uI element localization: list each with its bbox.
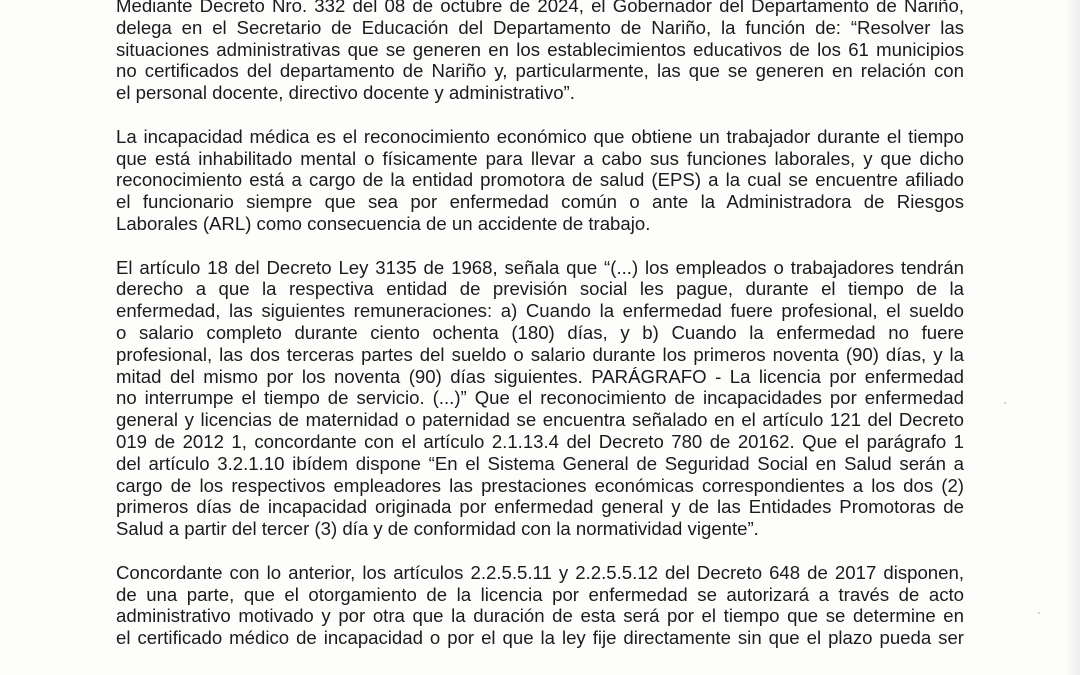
paragraph-line: El artículo 18 del Decreto Ley 3135 de 1968, señala que “(...) los empleados o trabajadores tendrán [116, 256, 964, 278]
scan-speck [1004, 402, 1006, 404]
paragraph-line: general y licencias de maternidad o paternidad se encuentra señalado en el artículo 121 del Decreto [116, 409, 964, 431]
paragraph-line: delega en el Secretario de Educación del Departamento de Nariño, la función de: “Resolver las [116, 16, 964, 38]
paragraph-line: derecho a que la respectiva entidad de previsión social les pague, durante el tiempo de la [116, 278, 964, 300]
paragraph-line: o salario completo durante ciento ochenta (180) días, y b) Cuando la enfermedad no fuere [116, 321, 964, 343]
paragraph-line: de una parte, que el otorgamiento de la licencia por enfermedad se autorizará a través de acto [116, 583, 964, 605]
paragraph-line: profesional, las dos terceras partes del sueldo o salario durante los primeros noventa (90) días, y la [116, 343, 964, 365]
paragraph-line: Mediante Decreto Nro. 332 del 08 de octubre de 2024, el Gobernador del Departamento de Nariño, [116, 0, 964, 16]
paragraph-line: 019 de 2012 1, concordante con el artículo 2.1.13.4 del Decreto 780 de 20162. Que el parágrafo 1 [116, 430, 964, 452]
paragraph-line: La incapacidad médica es el reconocimiento económico que obtiene un trabajador durante el tiempo [116, 125, 964, 147]
paragraph-line: Concordante con lo anterior, los artículos 2.2.5.5.11 y 2.2.5.5.12 del Decreto 648 de 2017 disponen, [116, 561, 964, 583]
paragraph-line: Salud a partir del tercer (3) día y de conformidad con la normatividad vigente”. [116, 518, 759, 540]
paragraph-line: que está inhabilitado mental o físicamente para llevar a cabo sus funciones laborales, y que dicho [116, 147, 964, 169]
document-body [116, 0, 964, 671]
paragraph [116, 562, 964, 649]
paragraph-line: el personal docente, directivo docente y administrativo”. [116, 82, 575, 104]
paragraph-line: mitad del mismo por los noventa (90) días siguientes. PARÁGRAFO - La licencia por enfermedad [116, 365, 964, 387]
paragraph-line: no interrumpe el tiempo de servicio. (...)” Que el reconocimiento de incapacidades por enfermedad [116, 387, 964, 409]
paragraph-line: enfermedad, las siguientes remuneraciones: a) Cuando la enfermedad fuere profesional, el sueldo [116, 300, 964, 322]
paragraph-line: cargo de los respectivos empleadores las prestaciones económicas correspondientes a los dos (2) [116, 474, 964, 496]
paragraph [116, 126, 964, 235]
paragraph-line: Laborales (ARL) como consecuencia de un accidente de trabajo. [116, 212, 651, 234]
paragraph-line: administrativo motivado y por otra que la duración de esta será por el tiempo que se determine en [116, 605, 964, 627]
scan-speck [1038, 612, 1040, 614]
paragraph [116, 0, 964, 104]
paragraph-line: primeros días de incapacidad originada por enfermedad general y de las Entidades Promotoras de [116, 496, 964, 518]
paragraph-line: el funcionario siempre que sea por enfermedad común o ante la Administradora de Riesgos [116, 191, 964, 213]
page-edge-shadow [1066, 0, 1080, 675]
paragraph-line: del artículo 3.2.1.10 ibídem dispone “En el Sistema General de Seguridad Social en Salud serán a [116, 452, 964, 474]
paragraph-line: el certificado médico de incapacidad o por el que la ley fije directamente sin que el plazo pueda ser [116, 627, 964, 649]
paragraph-line: no certificados del departamento de Nariño y, particularmente, las que se generen en relación con [116, 60, 964, 82]
paragraph-line: situaciones administrativas que se generen en los establecimientos educativos de los 61 municipios [116, 38, 964, 60]
paragraph [116, 257, 964, 540]
paragraph-line: reconocimiento está a cargo de la entidad promotora de salud (EPS) a la cual se encuentre afiliado [116, 169, 964, 191]
